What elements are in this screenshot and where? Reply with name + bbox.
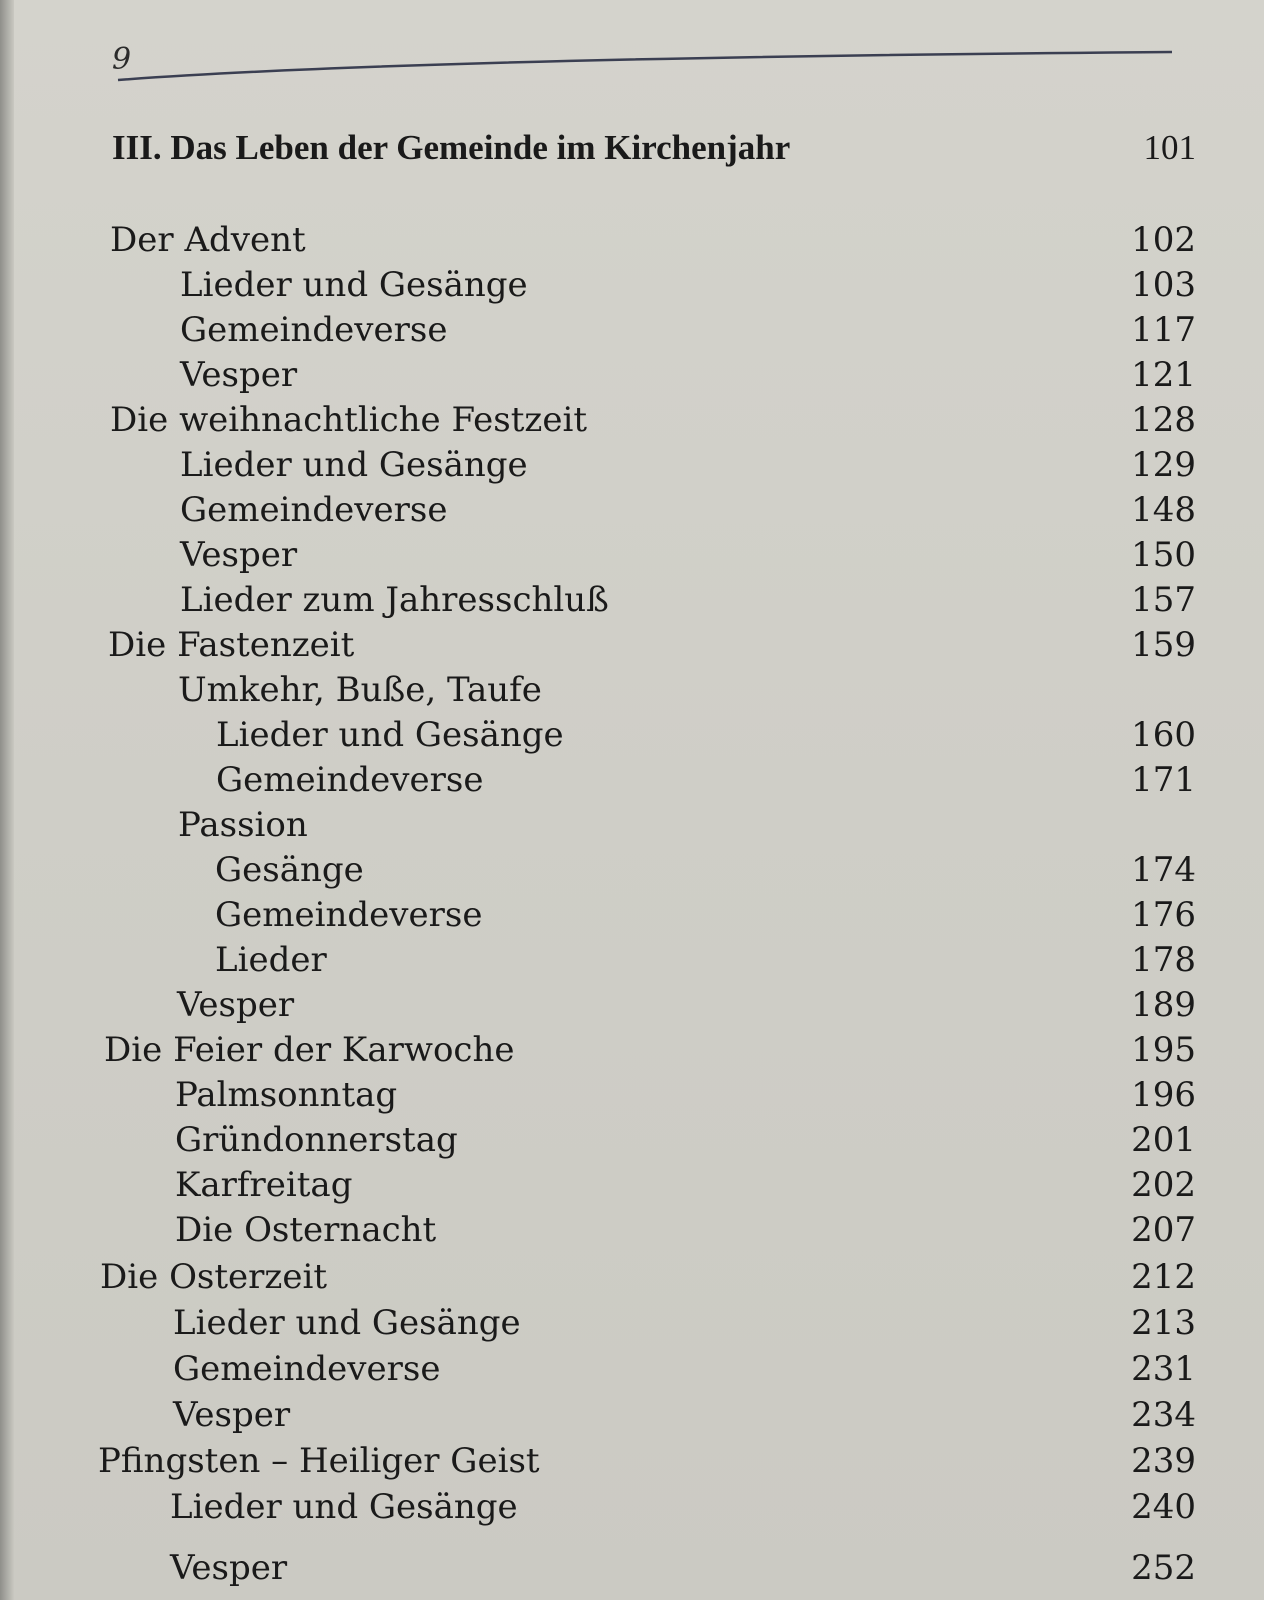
toc-entry [0, 895, 1264, 939]
toc-entry [0, 985, 1264, 1029]
toc-entry-page: 201 [1131, 1120, 1196, 1160]
toc-entry [0, 1487, 1264, 1531]
toc-entry-label: Gemeindeverse [180, 490, 448, 530]
toc-entry-label: Die Fastenzeit [108, 625, 355, 665]
toc-entry-page: 234 [1131, 1395, 1196, 1435]
toc-entry-label: Gemeindeverse [173, 1349, 441, 1389]
toc-entry-label: Die Feier der Karwoche [104, 1030, 515, 1070]
toc-entry-label: Vesper [180, 535, 298, 575]
toc-entry-page: 176 [1131, 895, 1196, 935]
toc-entry-label: Lieder und Gesänge [180, 445, 528, 485]
toc-entry-label: Vesper [170, 1548, 288, 1588]
toc-entry [0, 1349, 1264, 1393]
toc-entry-label: Pfingsten – Heiliger Geist [98, 1441, 540, 1481]
toc-entry-label: Lieder und Gesänge [180, 265, 528, 305]
toc-entry [0, 535, 1264, 579]
toc-entry-label: Umkehr, Buße, Taufe [178, 670, 542, 710]
toc-entry-label: Gemeindeverse [216, 760, 484, 800]
toc-entry-label: Die weihnachtliche Festzeit [110, 400, 587, 440]
toc-entry-page: 207 [1131, 1210, 1196, 1250]
toc-entry [0, 400, 1264, 444]
toc-entry [0, 670, 1264, 714]
toc-entry-page: 157 [1131, 580, 1196, 620]
toc-entry-page: 171 [1131, 760, 1196, 800]
toc-entry-page: 148 [1131, 490, 1196, 530]
toc-entry-page: 239 [1131, 1441, 1196, 1481]
toc-entry-label: Vesper [180, 355, 298, 395]
toc-entry-page: 128 [1131, 400, 1196, 440]
toc-entry-page: 159 [1131, 625, 1196, 665]
toc-entry [0, 1395, 1264, 1439]
toc-entry-page: 189 [1131, 985, 1196, 1025]
toc-entry [0, 625, 1264, 669]
toc-entry [0, 1030, 1264, 1074]
toc-entry-label: Der Advent [110, 220, 306, 260]
toc-entry-page: 121 [1131, 355, 1196, 395]
toc-entry [0, 128, 1264, 172]
toc-entry-label: Lieder und Gesänge [173, 1303, 521, 1343]
toc-entry [0, 1303, 1264, 1347]
toc-entry-page: 129 [1131, 445, 1196, 485]
toc-entry-label: Karfreitag [175, 1165, 353, 1205]
toc-entry [0, 220, 1264, 264]
toc-entry-page: 174 [1131, 850, 1196, 890]
toc-entry [0, 940, 1264, 984]
page-number: 9 [112, 42, 132, 77]
toc-entry-page: 252 [1131, 1548, 1196, 1588]
toc-entry-page: 150 [1131, 535, 1196, 575]
toc-entry-label: Vesper [177, 985, 295, 1025]
toc-entry [0, 805, 1264, 849]
toc-entry [0, 1441, 1264, 1485]
toc-entry [0, 1120, 1264, 1164]
toc-entry [0, 1210, 1264, 1254]
toc-entry-page: 213 [1131, 1303, 1196, 1343]
toc-entry-label: Lieder und Gesänge [216, 715, 564, 755]
toc-entry-page: 202 [1131, 1165, 1196, 1205]
toc-entry-label: Lieder zum Jahresschluß [180, 580, 609, 620]
toc-entry-label: III. Das Leben der Gemeinde im Kirchenjahr [112, 128, 791, 167]
toc-entry [0, 490, 1264, 534]
toc-entry [0, 1257, 1264, 1301]
toc-entry-page: 212 [1131, 1257, 1196, 1297]
toc-entry-page: 231 [1131, 1349, 1196, 1389]
toc-entry-page: 102 [1131, 220, 1196, 260]
toc-entry [0, 310, 1264, 354]
toc-entry [0, 1165, 1264, 1209]
toc-entry [0, 580, 1264, 624]
toc-entry-label: Gemeindeverse [215, 895, 483, 935]
toc-entry-page: 101 [1143, 128, 1196, 167]
toc-entry-label: Gründonnerstag [175, 1120, 458, 1160]
toc-entry [0, 265, 1264, 309]
toc-entry-page: 117 [1131, 310, 1196, 350]
toc-entry [0, 1548, 1264, 1592]
toc-entry-label: Die Osterzeit [100, 1257, 327, 1297]
toc-entry-label: Gemeindeverse [180, 310, 448, 350]
toc-entry-page: 103 [1131, 265, 1196, 305]
toc-entry-page: 195 [1131, 1030, 1196, 1070]
toc-entry-label: Lieder [215, 940, 327, 980]
toc-entry-label: Passion [178, 805, 308, 845]
toc-entry [0, 355, 1264, 399]
toc-entry [0, 850, 1264, 894]
toc-entry [0, 715, 1264, 759]
toc-entry-label: Lieder und Gesänge [170, 1487, 518, 1527]
toc-entry-label: Vesper [173, 1395, 291, 1435]
toc-entry-label: Palmsonntag [175, 1075, 398, 1115]
toc-entry-page: 160 [1131, 715, 1196, 755]
toc-entry-page: 240 [1131, 1487, 1196, 1527]
toc-entry [0, 445, 1264, 489]
toc-entry [0, 760, 1264, 804]
toc-entry-label: Gesänge [215, 850, 364, 890]
toc-entry [0, 1075, 1264, 1119]
toc-entry-page: 196 [1131, 1075, 1196, 1115]
toc-entry-page: 178 [1131, 940, 1196, 980]
toc-entry-label: Die Osternacht [175, 1210, 437, 1250]
